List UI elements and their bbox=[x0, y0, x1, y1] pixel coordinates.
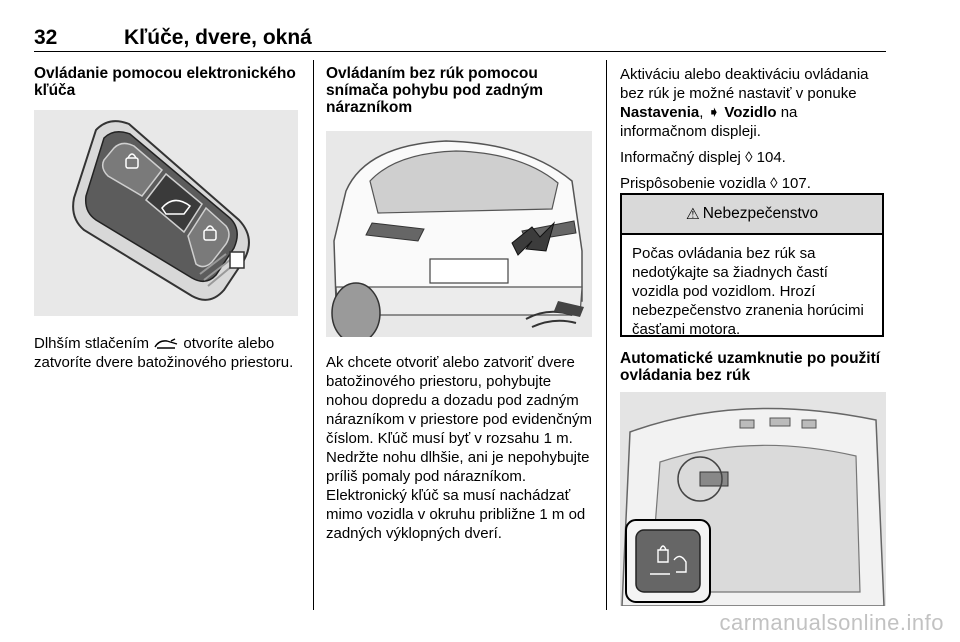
column-1 bbox=[34, 65, 298, 99]
menu-path-settings: Nastavenia bbox=[620, 104, 700, 121]
display-reference bbox=[620, 148, 886, 167]
warning-text: Počas ovládania bez rúk sa nedotýkajte sa žiadnych častí vozidla pod vozidlom. Hrozí nebezpečenstvo zranenia horúcimi časťami motora. bbox=[632, 245, 864, 338]
section-heading: Ovládanie pomocou elektronického kľúča bbox=[34, 65, 296, 99]
key-fob-icon bbox=[34, 110, 298, 316]
reference-text: Prispôsobenie vozidla bbox=[620, 175, 766, 192]
section-heading: Automatické uzamknutie po použití ovládania bez rúk bbox=[620, 350, 881, 384]
page-reference-icon: ◊ bbox=[770, 175, 778, 192]
header-rule bbox=[34, 51, 886, 52]
column-2-body bbox=[326, 353, 592, 543]
page-number: 32 bbox=[34, 26, 58, 49]
warning-triangle-icon: ⚠ bbox=[685, 205, 700, 223]
reference-text: Informačný displej bbox=[620, 149, 741, 166]
car-rear-icon bbox=[326, 131, 592, 337]
menu-path-vehicle: Vozidlo bbox=[724, 104, 777, 121]
reference-page: 107. bbox=[781, 175, 811, 192]
column-1-body bbox=[34, 334, 298, 372]
page-reference-icon: ◊ bbox=[745, 149, 753, 166]
danger-warning-box bbox=[620, 193, 884, 337]
column-2 bbox=[326, 65, 592, 116]
warning-header bbox=[622, 195, 882, 235]
settings-paragraph: Aktiváciu alebo deaktiváciu ovládania bez rúk je možné nastaviť v ponuke Nastavenia, ➧ Vozidlo na informačnom displeji. bbox=[620, 66, 869, 140]
watermark: carmanualsonline.info bbox=[719, 610, 944, 635]
tailgate-icon bbox=[153, 338, 179, 350]
tailgate-interior-icon bbox=[620, 392, 886, 606]
settings-text: Aktiváciu alebo deaktiváciu ovládania bez rúk je možné nastaviť v ponuke bbox=[620, 66, 869, 102]
settings-text: na informačnom displeji. bbox=[620, 104, 798, 140]
column-divider bbox=[606, 60, 607, 610]
warning-title: Nebezpečenstvo bbox=[702, 205, 819, 222]
section-heading: Ovládaním bez rúk pomocou snímača pohybu pod zadným nárazníkom bbox=[326, 65, 544, 116]
instruction-text: Dlhším stlačením bbox=[34, 335, 150, 352]
reference-page: 104. bbox=[756, 149, 786, 166]
column-divider bbox=[313, 60, 314, 610]
car-rear-illustration bbox=[326, 131, 592, 337]
key-fob-instruction bbox=[34, 334, 298, 372]
instruction-text: otvoríte alebo zatvoríte dvere batožinového priestoru. bbox=[34, 335, 294, 371]
menu-arrow-icon: ➧ bbox=[707, 104, 721, 121]
chapter-title: Kľúče, dvere, okná bbox=[124, 26, 312, 49]
column-3 bbox=[620, 65, 886, 193]
customization-reference bbox=[620, 174, 886, 193]
column-3-section-2 bbox=[620, 350, 886, 384]
key-fob-illustration bbox=[34, 110, 298, 316]
hands-free-paragraph: Ak chcete otvoriť alebo zatvoriť dvere batožinového priestoru, pohybujte nohou dopredu a dozadu pod zadným nárazníkom v priestore pod evidenčným číslom. Kľúč musí byť v rozsahu 1 m. Nedržte nohu dlhšie, ani je nepohybujte príliš pomaly pod nárazníkom. Elektronický kľúč sa musí nachádzať mimo vozidla v okruhu približne 1 m od zadných výklopných dverí. bbox=[326, 354, 592, 542]
page-header bbox=[34, 22, 886, 52]
tailgate-switch-illustration bbox=[620, 392, 886, 606]
